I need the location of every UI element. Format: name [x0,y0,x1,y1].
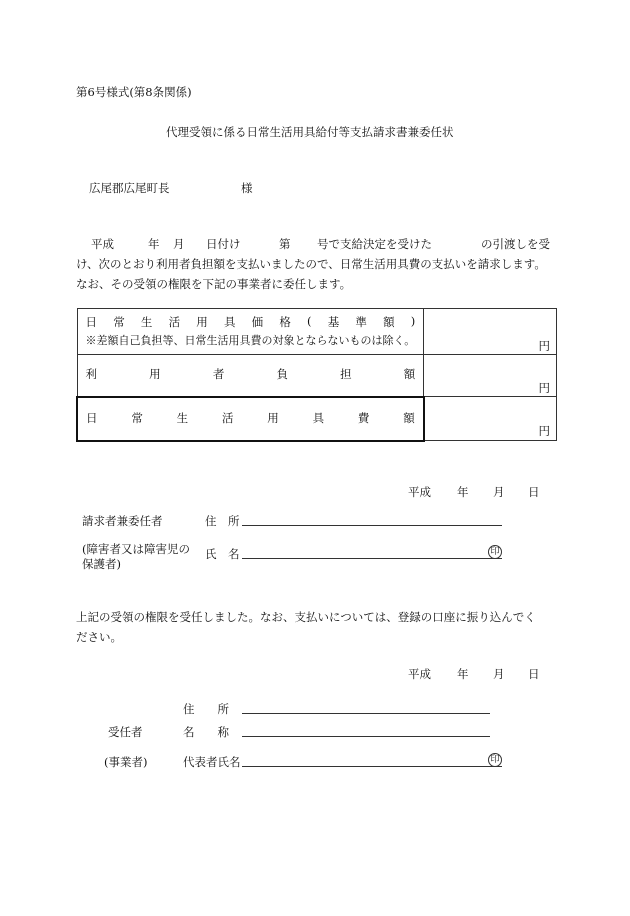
line-tail: の引渡しを受 [481,237,550,251]
row1-amount-cell[interactable] [424,309,557,355]
addressee-name: 広尾郡広尾町長 [89,181,170,195]
number-suffix: 号で支給決定を受けた [317,237,432,251]
era-label: 平成 [91,237,114,251]
requester-address-field[interactable] [242,525,502,526]
row3-amount-cell[interactable] [424,397,557,441]
body-text-line-2: け、次のとおり利用者負担額を支払いましたので、日常生活用具費の支払いを請求します。 [76,257,546,271]
year-label: 年 [457,667,469,681]
yen-unit: 円 [538,339,550,353]
body-text-line-3: なお、その受領の権限を下記の事業者に委任します。 [76,277,352,291]
agent-name-field[interactable] [242,736,490,737]
acceptance-line-1: 上記の受領の権限を受任しました。なお、支払いについては、登録の口座に振り込んでく [76,610,536,624]
requester-role: 請求者兼委任者 [82,514,163,528]
year-label: 年 [457,485,469,499]
representative-field[interactable] [242,766,502,767]
row3-label: 日 常 生 活 用 具 費 額 [86,410,415,425]
era-label: 平成 [408,485,431,499]
yen-unit: 円 [538,381,550,395]
agent-name-label: 名 称 [183,725,229,739]
requester-name-field[interactable] [242,558,502,559]
business-note: (事業者) [104,755,148,769]
yen-unit: 円 [538,424,550,438]
row1-label: 日 常 生 活 用 具 価 格 ( 基 準 額 ) [85,314,416,329]
requester-name-label: 氏 名 [205,547,240,561]
seal-icon: 印 [488,753,502,767]
day-label: 日 [528,485,540,499]
month-label: 月 [173,237,185,251]
row1-note: ※差額自己負担等、日常生活用具費の対象とならないものは除く。 [85,334,416,347]
fee-table [76,308,557,442]
number-prefix: 第 [279,237,291,251]
form-number: 第6号様式(第8条関係) [76,85,192,99]
acceptance-line-2: ださい。 [76,630,122,644]
year-label: 年 [148,237,160,251]
agent-role: 受任者 [108,725,143,739]
seal-icon: 印 [488,545,502,559]
row2-label: 利 用 者 負 担 額 [85,367,416,381]
representative-label: 代表者氏名 [183,755,241,769]
guardian-note-line-2: 保護者) [82,557,121,571]
guardian-note-line-1: (障害者又は障害児の [82,542,190,556]
page-title: 代理受領に係る日常生活用具給付等支払請求書兼委任状 [166,125,454,139]
month-label: 月 [493,667,505,681]
era-label: 平成 [408,667,431,681]
addressee-honorific: 様 [241,181,253,195]
month-label: 月 [493,485,505,499]
day-label: 日付け [206,237,241,251]
table-row [77,397,557,441]
agent-address-label: 住 所 [183,702,229,716]
day-label: 日 [528,667,540,681]
row2-amount-cell[interactable] [424,355,557,397]
agent-address-field[interactable] [242,713,490,714]
requester-address-label: 住 所 [205,514,240,528]
table-row [77,355,557,397]
table-row [77,309,557,355]
